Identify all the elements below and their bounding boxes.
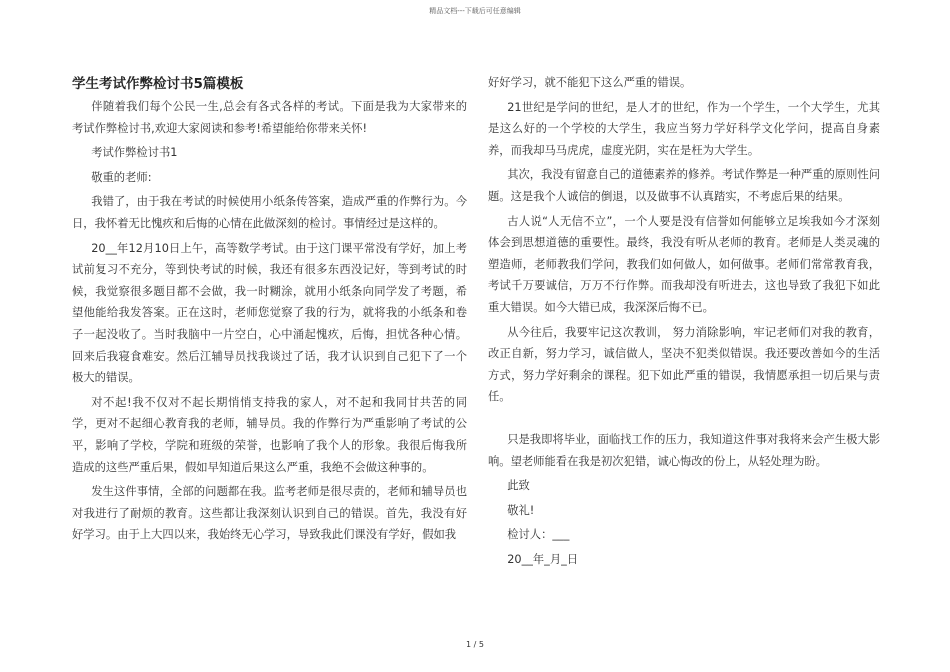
page-number: 1 / 5 bbox=[466, 640, 484, 649]
paragraph: 伴随着我们每个公民一生,总会有各式各样的考试。下面是我为大家带来的考试作弊检讨书,欢迎大家阅读和参考!希望能给你带来关怀! bbox=[72, 100, 467, 135]
header-note: 精品文档---下载后可任意编辑 bbox=[429, 7, 521, 15]
paragraph: 其次，我没有留意自己的道德素养的修养。考试作弊是一种严重的原则性问题。这是我个人诚信的倒退，以及做事不认真踏实，不考虑后果的结果。 bbox=[488, 168, 881, 203]
paragraph: 对不起!我不仅对不起长期悄悄支持我的家人，对不起和我同甘共苦的同学，更对不起细心教育我的老师，辅导员。我的作弊行为严重影响了考试的公平，影响了学校，学院和班级的荣誉，也影响了我个人的形象。我很后悔我所造成的这些严重后果，假如早知道后果这么严重，我绝不会做这种事的。 bbox=[72, 395, 467, 474]
paragraph-continuation: 好好学习，就不能犯下这么严重的错误。 bbox=[488, 76, 692, 89]
paragraph: 从今往后，我要牢记这次教训， 努力消除影响，牢记老师们对我的教育，改正自新，努力学习，诚信做人，坚决不犯类似错误。我还要改善如今的生活方式，努力学好剩余的课程。犯下如此严重的错误，我情愿承担一切后果与责任。 bbox=[488, 325, 880, 404]
date-line: 20__年_月_日 bbox=[507, 552, 579, 566]
paragraph-gap bbox=[488, 411, 880, 429]
left-column bbox=[72, 72, 467, 549]
signature-line: 检讨人：___ bbox=[507, 528, 570, 542]
paragraph: 古人说“人无信不立”，一个人要是没有信誉如何能够立足埃我如今才深刻体会到思想道德的重要性。最终，我没有听从老师的教育。老师是人类灵魂的塑造师，老师教我们学问，教我们如何做人，如何做事。老师们常常教育我，考试千万要诚信，万万不行作弊。而我却没有听进去，这也导致了我犯下如此重大错误。如今大错已成，我深深后悔不已。 bbox=[488, 214, 880, 314]
salutation: 敬重的老师: bbox=[91, 170, 152, 184]
right-column bbox=[488, 72, 880, 573]
paragraph: 发生这件事情，全部的问题都在我。监考老师是很尽责的，老师和辅导员也对我进行了耐烦的教育。这些都让我深刻认识到自己的错误。首先，我没有好好学习。由于上大四以来，我始终无心学习，导致我此们课没有学好，假如我 bbox=[72, 485, 467, 542]
paragraph: 21世纪是学问的世纪，是人才的世纪，作为一个学生，一个大学生，尤其是这么好的一个学校的大学生，我应当努力学好科学文化学问，提高自身素养，而我却马马虎虎，虚度光阴，实在是枉为大学生。 bbox=[488, 100, 880, 157]
paragraph: 20__年12月10日上午，高等数学考试。由于这门课平常没有学好，加上考试前复习不充分，等到快考试的时候，我还有很多东西没记好，等到考试的时候，我觉察很多题目都不会做，我一时糊涂，就用小纸条向同学发了考题，希望他能给我发答案。正在这时，老师您觉察了我的行为，就将我的小纸条和卷子一起没收了。当时我脑中一片空白，心中涌起愧疚，后悔，担忧各种心情。回来后我寝食难安。然后江辅导员找我谈过了话，我才认识到自己犯下了一个极大的错误。 bbox=[72, 241, 467, 385]
section-heading: 考试作弊检讨书1 bbox=[91, 146, 178, 160]
paragraph: 我错了，由于我在考试的时候使用小纸条传答案，造成严重的作弊行为。今日，我怀着无比愧疚和后悔的心情在此做深刻的检讨。事情经过是这样的。 bbox=[72, 195, 467, 230]
closing-line: 此致 bbox=[507, 479, 530, 493]
document-title: 学生考试作弊检讨书5篇模板 bbox=[72, 76, 244, 92]
paragraph: 只是我即将毕业，面临找工作的压力，我知道这件事对我将来会产生极大影响。望老师能看在我是初次犯错，诚心悔改的份上，从轻处理为盼。 bbox=[488, 432, 881, 468]
closing-salute: 敬礼! bbox=[507, 503, 535, 517]
